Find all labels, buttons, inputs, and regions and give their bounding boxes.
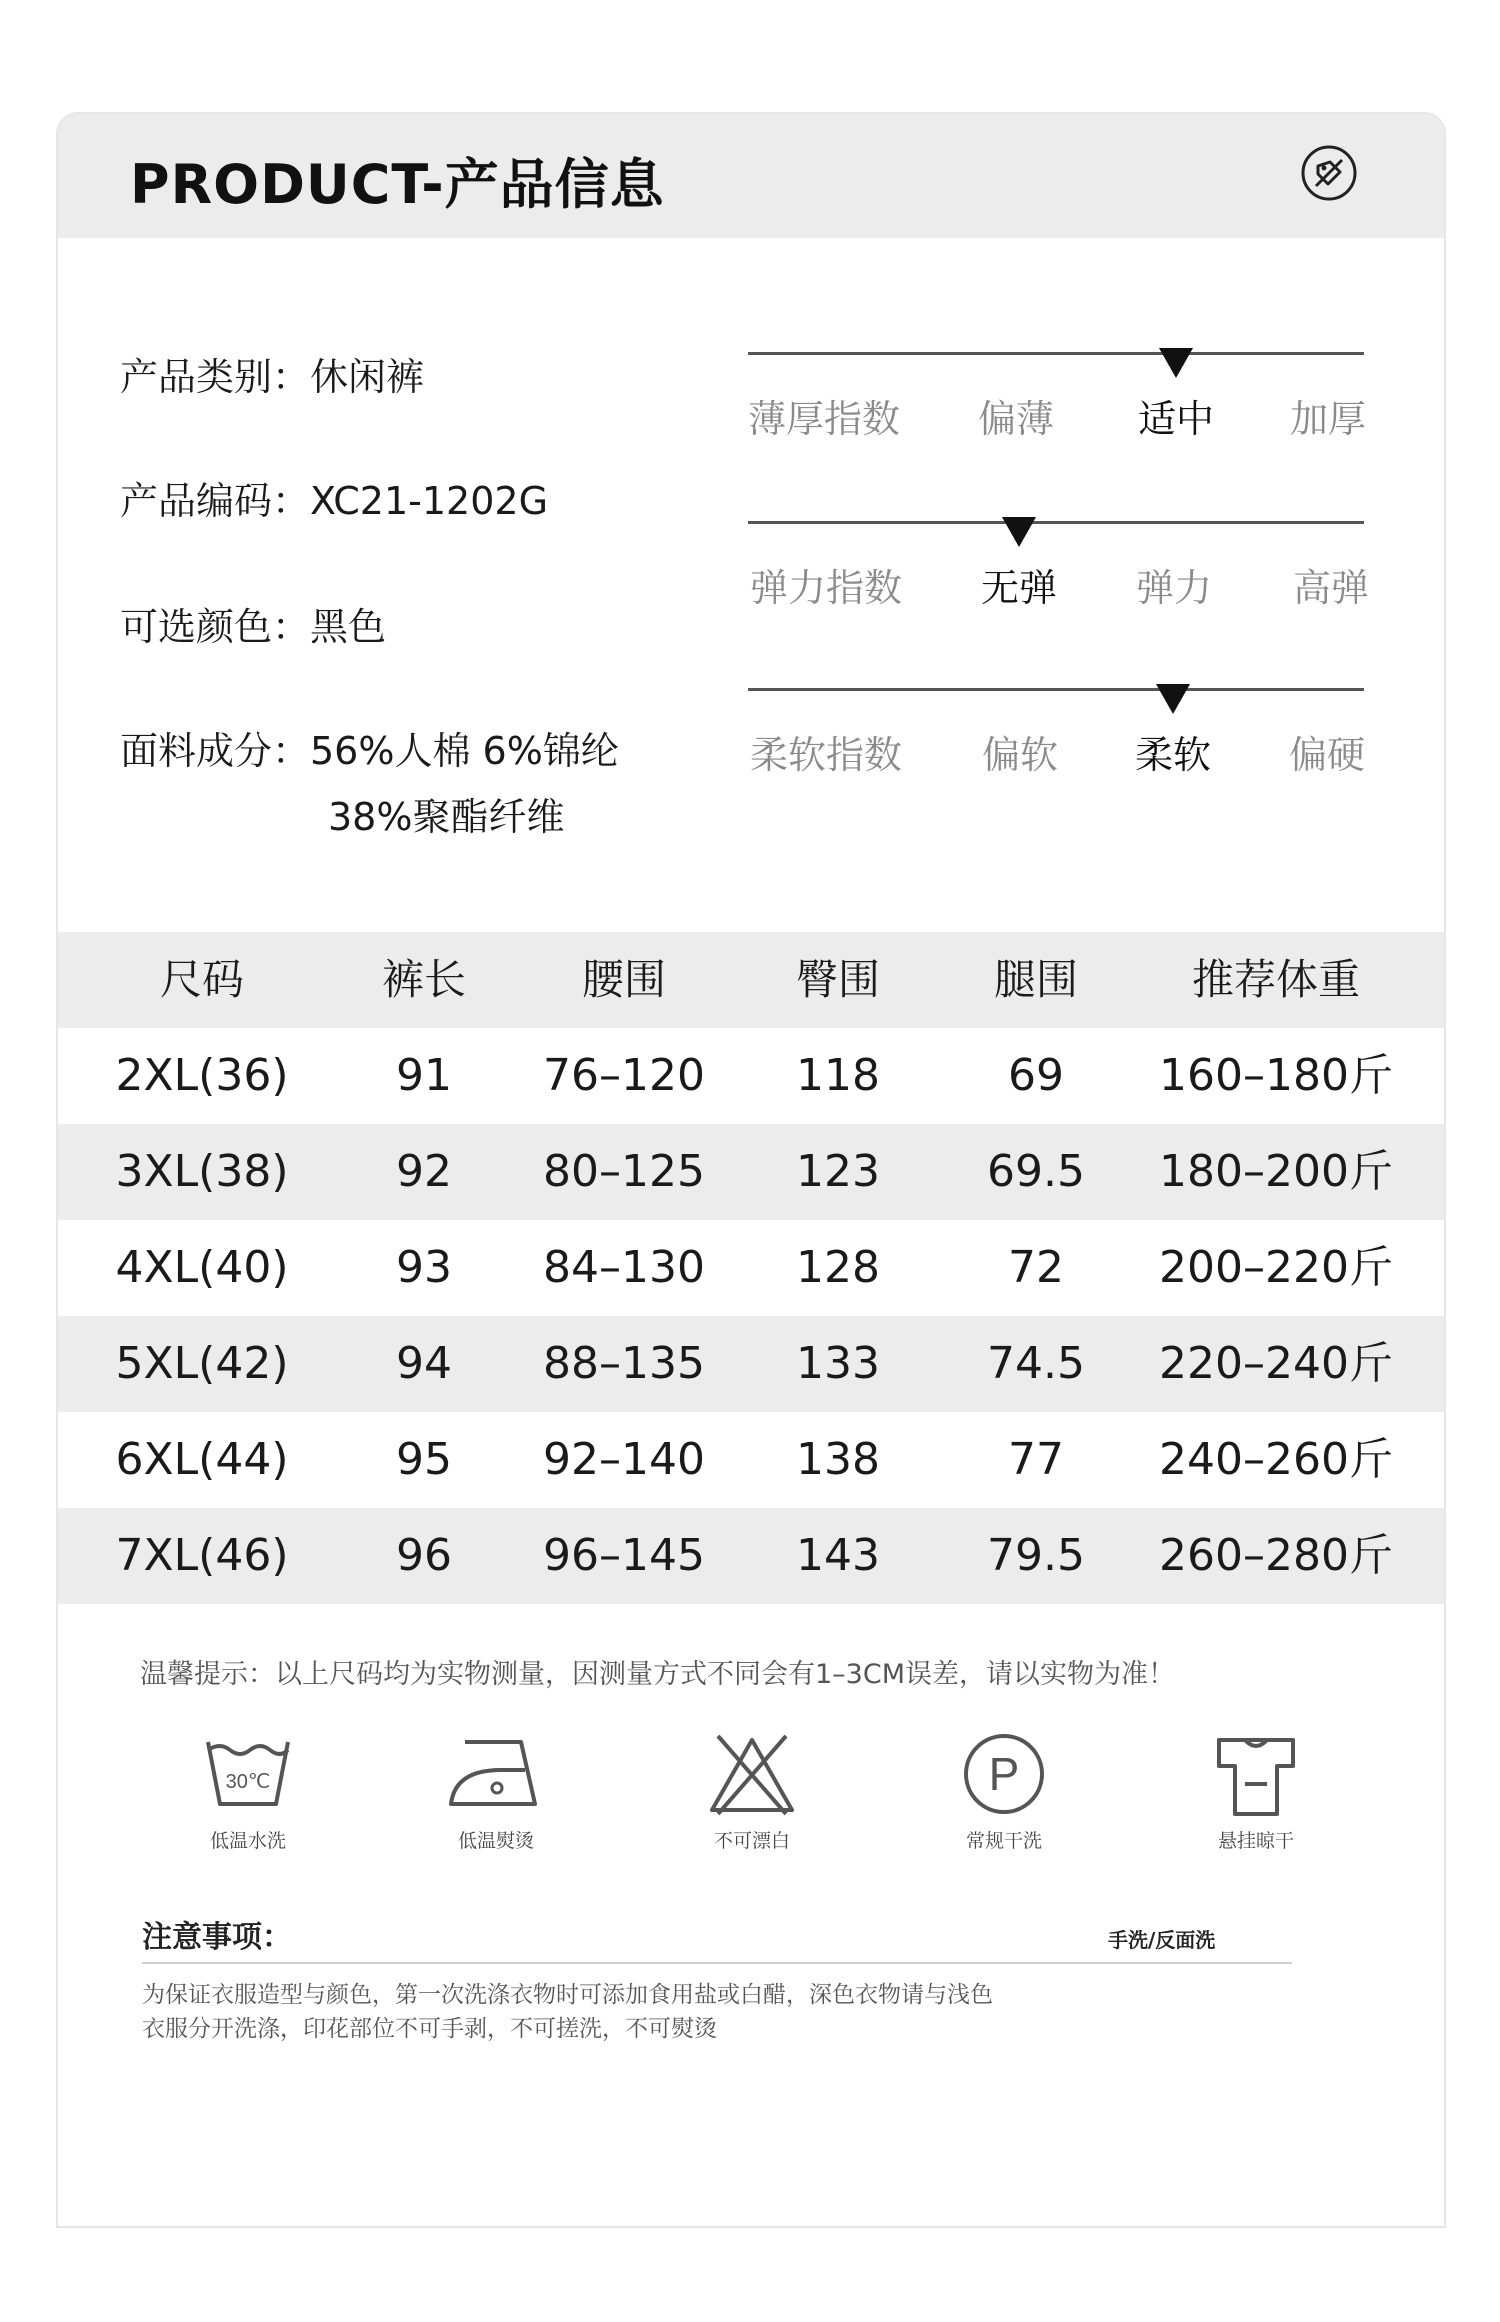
- care-label: 低温熨烫: [457, 1830, 534, 1852]
- dry-clean-letter: P: [988, 1748, 1020, 1800]
- header-bar: [58, 114, 1444, 238]
- scale-option-selected: 无弹: [980, 566, 1058, 610]
- iron-low-icon: [441, 1730, 551, 1814]
- scale-title: 柔软指数: [749, 733, 903, 777]
- info-fabric-cont: 38%聚酯纤维: [328, 795, 565, 839]
- scale-option: 偏薄: [977, 397, 1055, 441]
- table-cell: 128: [796, 1242, 880, 1293]
- table-cell: 200–220斤: [1159, 1242, 1393, 1293]
- notes-wash-method: 手洗/反面洗: [1108, 1928, 1216, 1952]
- table-header-cell: 裤长: [381, 955, 467, 1004]
- table-cell: 77: [1008, 1434, 1064, 1485]
- scale-marker: [1156, 684, 1190, 714]
- info-fabric: 面料成分：56%人棉 6%锦纶: [120, 729, 619, 773]
- hang-dry-icon: [1211, 1730, 1301, 1820]
- table-cell: 79.5: [987, 1530, 1085, 1581]
- table-cell: 5XL(42): [115, 1338, 289, 1389]
- care-item: [672, 1730, 832, 1870]
- table-cell: 80–125: [543, 1146, 705, 1197]
- notes-title: 注意事项：: [142, 1920, 292, 1955]
- notes-line: 衣服分开洗涤，印花部位不可手剥，不可搓洗，不可熨烫: [142, 2016, 717, 2042]
- scale-option: 偏硬: [1288, 733, 1366, 777]
- table-header-cell: 尺码: [159, 955, 245, 1004]
- table-cell: 160–180斤: [1159, 1050, 1393, 1101]
- table-row: [58, 1028, 1444, 1124]
- table-cell: 72: [1008, 1242, 1064, 1293]
- scale-line: [748, 688, 1364, 691]
- table-row: [58, 1508, 1444, 1604]
- table-cell: 88–135: [543, 1338, 705, 1389]
- table-header-cell: 腿围: [993, 955, 1079, 1004]
- tag-icon: [1300, 144, 1358, 202]
- notes-body: [142, 1978, 1042, 2046]
- table-header-cell: 腰围: [581, 955, 667, 1004]
- table-header-row: [58, 932, 1444, 1028]
- scale-option: 弹力: [1135, 566, 1213, 610]
- table-cell: 118: [796, 1050, 880, 1101]
- table-cell: 76–120: [543, 1050, 705, 1101]
- table-cell: 69.5: [987, 1146, 1085, 1197]
- table-row: [58, 1124, 1444, 1220]
- care-item: [168, 1730, 328, 1870]
- scale-option: 高弹: [1292, 566, 1370, 610]
- table-row: [58, 1412, 1444, 1508]
- scale-option: 偏软: [981, 733, 1059, 777]
- table-row: [58, 1316, 1444, 1412]
- care-item: [1176, 1730, 1336, 1870]
- table-cell: 4XL(40): [115, 1242, 289, 1293]
- table-cell: 94: [396, 1338, 452, 1389]
- care-label: 常规干洗: [965, 1830, 1042, 1852]
- wash-temp-label: 30℃: [225, 1771, 271, 1793]
- divider: [142, 1962, 1292, 1964]
- table-cell: 74.5: [987, 1338, 1085, 1389]
- table-header-cell: 推荐体重: [1191, 955, 1361, 1004]
- scale-line: [748, 521, 1364, 524]
- table-cell: 92–140: [543, 1434, 705, 1485]
- scale-elasticity: [748, 521, 1370, 621]
- scale-thickness: [747, 352, 1367, 452]
- scale-title: 薄厚指数: [747, 397, 901, 441]
- table-cell: 123: [796, 1146, 880, 1197]
- table-cell: 96–145: [543, 1530, 705, 1581]
- info-color: 可选颜色：黑色: [120, 605, 387, 649]
- page-title: PRODUCT-产品信息: [130, 153, 665, 216]
- scale-option: 加厚: [1289, 397, 1367, 441]
- scale-option-selected: 柔软: [1134, 733, 1212, 777]
- table-cell: 2XL(36): [115, 1050, 289, 1101]
- table-row: [58, 1220, 1444, 1316]
- table-cell: 93: [396, 1242, 452, 1293]
- scale-marker: [1002, 517, 1036, 547]
- scale-option-selected: 适中: [1137, 397, 1215, 441]
- table-cell: 138: [796, 1434, 880, 1485]
- table-cell: 69: [1008, 1050, 1064, 1101]
- scale-title: 弹力指数: [749, 566, 903, 610]
- no-bleach-icon: [704, 1730, 800, 1820]
- wash-30-icon: [200, 1730, 296, 1814]
- scale-line: [748, 352, 1364, 355]
- table-cell: 95: [396, 1434, 452, 1485]
- table-cell: 7XL(46): [115, 1530, 289, 1581]
- dry-clean-icon: [959, 1730, 1049, 1820]
- scale-softness: [748, 688, 1364, 788]
- table-header-cell: 臀围: [795, 955, 881, 1004]
- table-cell: 84–130: [543, 1242, 705, 1293]
- table-cell: 91: [396, 1050, 452, 1101]
- care-item: [416, 1730, 576, 1870]
- care-label: 不可漂白: [713, 1830, 790, 1852]
- table-cell: 133: [796, 1338, 880, 1389]
- table-cell: 220–240斤: [1159, 1338, 1393, 1389]
- table-cell: 143: [796, 1530, 880, 1581]
- table-cell: 180–200斤: [1159, 1146, 1393, 1197]
- table-cell: 260–280斤: [1159, 1530, 1393, 1581]
- scale-marker: [1159, 348, 1193, 378]
- table-cell: 6XL(44): [115, 1434, 289, 1485]
- product-info-card: [56, 112, 1446, 2228]
- table-cell: 240–260斤: [1159, 1434, 1393, 1485]
- size-table: [58, 932, 1444, 1604]
- care-item: [924, 1730, 1084, 1870]
- size-tip: 温馨提示：以上尺码均为实物测量，因测量方式不同会有1–3CM误差，请以实物为准！: [140, 1659, 1176, 1690]
- care-label: 低温水洗: [209, 1830, 286, 1852]
- care-label: 悬挂晾干: [1217, 1830, 1294, 1852]
- info-code: 产品编码：XC21-1202G: [120, 479, 549, 523]
- table-cell: 92: [396, 1146, 452, 1197]
- table-cell: 3XL(38): [115, 1146, 289, 1197]
- notes-line: 为保证衣服造型与颜色，第一次洗涤衣物时可添加食用盐或白醋，深色衣物请与浅色: [142, 1982, 993, 2008]
- table-cell: 96: [396, 1530, 452, 1581]
- info-category: 产品类别：休闲裤: [120, 355, 425, 399]
